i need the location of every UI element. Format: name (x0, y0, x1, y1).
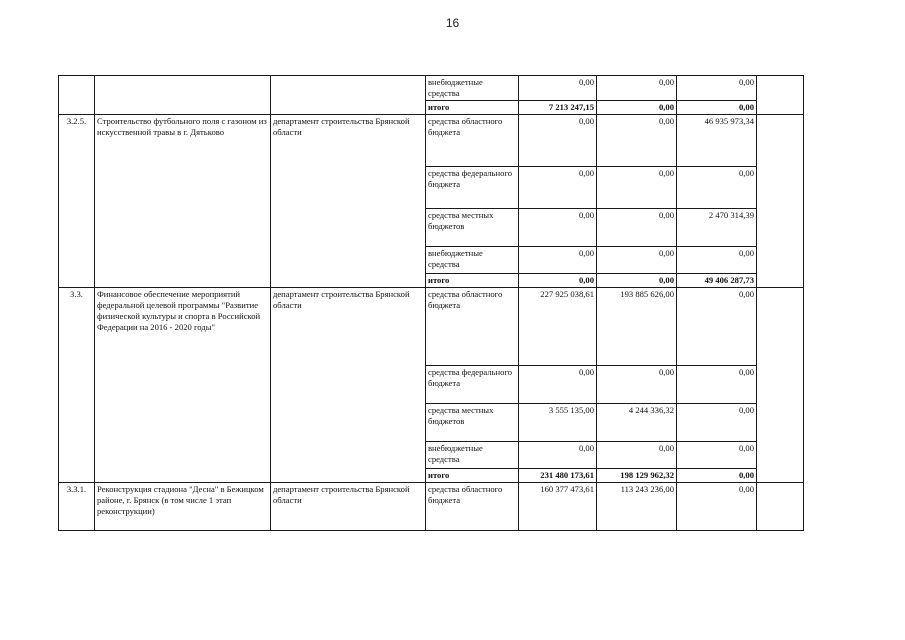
item-code: 3.3.1. (59, 483, 95, 531)
empty-cell (757, 76, 804, 115)
item-name: Финансовое обеспечение мероприятий федеральной целевой программы "Развитие физической культуры и спорта в Российской Федерации на 2016 - 2020 годы" (95, 288, 271, 483)
amount-year-2: 0,00 (597, 247, 677, 274)
amount-year-2: 0,00 (597, 442, 677, 469)
item-executor: департамент строительства Брянской области (271, 288, 426, 483)
funding-source: средства местных бюджетов (426, 209, 519, 247)
amount-year-1: 0,00 (519, 274, 597, 288)
amount-year-2: 0,00 (597, 167, 677, 209)
amount-year-2: 113 243 236,00 (597, 483, 677, 531)
funding-source: внебюджетные средства (426, 247, 519, 274)
amount-year-3: 0,00 (677, 167, 757, 209)
item-code: 3.3. (59, 288, 95, 483)
funding-source-row (59, 76, 804, 101)
amount-year-1: 160 377 473,61 (519, 483, 597, 531)
amount-year-2: 0,00 (597, 274, 677, 288)
amount-year-1: 0,00 (519, 442, 597, 469)
funding-source-row (59, 115, 804, 167)
amount-year-2: 0,00 (597, 115, 677, 167)
page-number: 16 (445, 16, 460, 30)
funding-source: средства местных бюджетов (426, 404, 519, 442)
funding-source: средства областного бюджета (426, 483, 519, 531)
amount-year-1: 0,00 (519, 167, 597, 209)
item-code (59, 76, 95, 115)
amount-year-3: 0,00 (677, 101, 757, 115)
amount-year-3: 0,00 (677, 483, 757, 531)
amount-year-3: 2 470 314,39 (677, 209, 757, 247)
amount-year-3: 0,00 (677, 442, 757, 469)
amount-year-2: 0,00 (597, 366, 677, 404)
amount-year-2: 198 129 962,32 (597, 469, 677, 483)
amount-year-2: 0,00 (597, 76, 677, 101)
funding-source: средства областного бюджета (426, 115, 519, 167)
amount-year-3: 0,00 (677, 76, 757, 101)
amount-year-2: 0,00 (597, 209, 677, 247)
item-name (95, 76, 271, 115)
amount-year-3: 0,00 (677, 404, 757, 442)
item-name: Строительство футбольного поля с газоном из искусственной травы в г. Дятьково (95, 115, 271, 288)
amount-year-1: 0,00 (519, 76, 597, 101)
funding-source: средства областного бюджета (426, 288, 519, 366)
funding-source: итого (426, 469, 519, 483)
amount-year-1: 3 555 135,00 (519, 404, 597, 442)
amount-year-3: 0,00 (677, 469, 757, 483)
item-executor: департамент строительства Брянской области (271, 483, 426, 531)
amount-year-1: 0,00 (519, 209, 597, 247)
funding-source: итого (426, 101, 519, 115)
funding-source-row (59, 483, 804, 531)
funding-source: средства федерального бюджета (426, 366, 519, 404)
amount-year-2: 4 244 336,32 (597, 404, 677, 442)
amount-year-2: 193 885 626,00 (597, 288, 677, 366)
item-code: 3.2.5. (59, 115, 95, 288)
amount-year-1: 227 925 038,61 (519, 288, 597, 366)
empty-cell (757, 115, 804, 288)
amount-year-1: 0,00 (519, 247, 597, 274)
item-executor: департамент строительства Брянской области (271, 115, 426, 288)
funding-source-row (59, 288, 804, 366)
amount-year-3: 0,00 (677, 247, 757, 274)
budget-table (58, 75, 804, 531)
amount-year-1: 7 213 247,15 (519, 101, 597, 115)
empty-cell (757, 483, 804, 531)
amount-year-1: 0,00 (519, 115, 597, 167)
funding-source: средства федерального бюджета (426, 167, 519, 209)
funding-source: итого (426, 274, 519, 288)
amount-year-3: 0,00 (677, 366, 757, 404)
amount-year-3: 46 935 973,34 (677, 115, 757, 167)
amount-year-3: 0,00 (677, 288, 757, 366)
item-name: Реконструкция стадиона "Десна" в Бежицком районе, г. Брянск (в том числе 1 этап реконструкции) (95, 483, 271, 531)
item-executor (271, 76, 426, 115)
amount-year-1: 231 480 173,61 (519, 469, 597, 483)
empty-cell (757, 288, 804, 483)
funding-source: внебюджетные средства (426, 76, 519, 101)
amount-year-1: 0,00 (519, 366, 597, 404)
amount-year-2: 0,00 (597, 101, 677, 115)
amount-year-3: 49 406 287,73 (677, 274, 757, 288)
funding-source: внебюджетные средства (426, 442, 519, 469)
